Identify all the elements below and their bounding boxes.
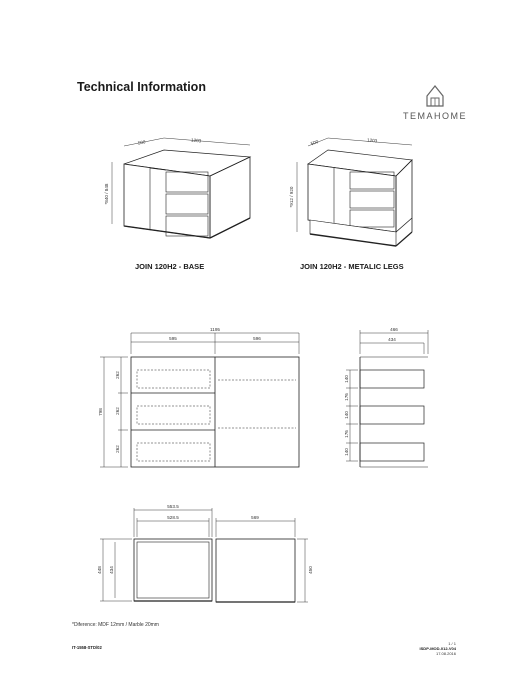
side-height-4: 176 [344,430,349,438]
front-right-width: 596 [253,336,261,341]
top-outer-width: 553.5 [167,504,179,509]
footnote: *Diference: MDF 12mm / Marble 20mm [72,622,159,628]
iso-base-depth: 500 [137,139,146,146]
front-left-width: 595 [169,336,177,341]
side-outer-width: 466 [390,327,398,332]
top-outer-height: 448 [97,566,102,574]
front-drawer-height-3: 262 [115,445,120,453]
iso-base-height: *840 / 848 [104,183,109,205]
brand-name: TEMAHOME [402,111,467,121]
top-right-height: 450 [308,566,313,574]
side-height-1: 140 [344,375,349,383]
iso-base-width: 1203 [190,137,202,144]
front-drawer-height-1: 262 [115,371,120,379]
iso-legs-height: *912 / 920 [289,186,294,208]
side-height-3: 140 [344,411,349,419]
footer-code: IT-1558-STD/02 [72,645,102,650]
front-total-height: 798 [98,408,103,416]
side-inner-width: 434 [388,337,396,342]
side-height-2: 176 [344,393,349,401]
caption-legs: JOIN 120H2 - METALIC LEGS [300,262,404,271]
top-right-width: 569 [251,515,259,520]
iso-drawing-base [124,150,250,238]
top-view [100,508,308,602]
footer-info [400,641,456,656]
front-drawer-height-2: 262 [115,407,120,415]
doc-date: 17.08.2016 [435,651,456,656]
top-inner-width: 528.5 [167,515,179,520]
doc-code: ISDP-MOD-012-V04 [419,646,456,651]
side-view [346,330,428,467]
page-title: Technical Information [77,80,206,94]
page-number: 1 / 1 [448,641,456,646]
iso-legs-depth: 500 [310,138,319,147]
front-view [100,333,299,467]
caption-base: JOIN 120H2 - BASE [135,262,205,271]
front-total-width: 1195 [210,327,220,332]
iso-drawing-legs [308,150,412,246]
top-inner-height: 434 [109,566,114,574]
iso-legs-width: 1203 [366,137,378,144]
side-height-5: 140 [344,448,349,456]
